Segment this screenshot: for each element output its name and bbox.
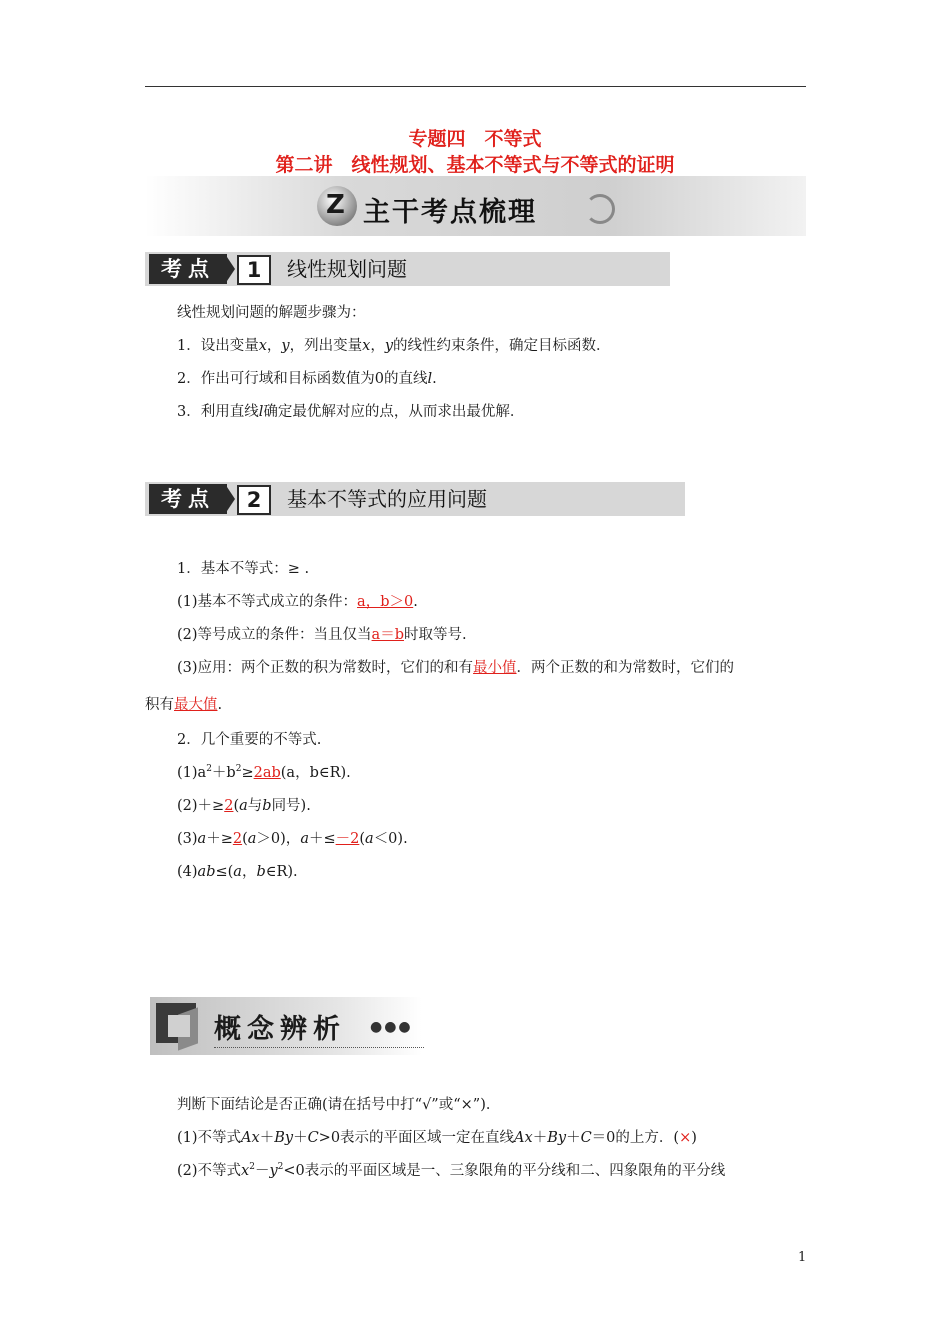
s2-basic-inequality: 1．基本不等式：≥ . [177, 561, 310, 577]
kaodian-number: 2 [237, 485, 271, 515]
section-banner [145, 172, 806, 240]
arrow-icon [227, 257, 235, 281]
s2-ineq-4: (4)ab≤(a，b∈R). [177, 864, 298, 880]
s2-condition: (1)基本不等式成立的条件：a，b＞0. [177, 594, 418, 610]
concept-underline [214, 1047, 424, 1050]
s1-intro: 线性规划问题的解题步骤为： [177, 305, 366, 321]
s2-ineq-3: (3)a＋≥2(a＞0)，a＋≤－2(a＜0). [177, 831, 408, 847]
page-number: 1 [798, 1250, 807, 1265]
swirl-icon [585, 194, 615, 224]
banner-title: 主干考点梳理 [363, 197, 537, 228]
concept-q1: (1)不等式Ax＋By＋C>0表示的平面区域一定在直线Ax＋By＋C＝0的上方．(×) [177, 1130, 697, 1146]
arrow-icon [227, 487, 235, 511]
kaodian-title: 基本不等式的应用问题 [287, 487, 487, 511]
s1-step3: 3．利用直线l确定最优解对应的点，从而求出最优解． [177, 404, 525, 420]
header-rule [145, 86, 806, 87]
banner-z-letter: Z [326, 190, 345, 220]
s2-important-heading: 2．几个重要的不等式. [177, 732, 322, 748]
kaodian-header-1 [145, 252, 670, 286]
kaodian-number: 1 [237, 255, 271, 285]
concept-intro: 判断下面结论是否正确(请在括号中打“√”或“×”)． [177, 1097, 501, 1113]
s2-ineq-1: $(1)a^2+b^2\ge 2ab(a$，b∈R). [177, 764, 351, 781]
topic-title: 专题四 不等式 [408, 128, 542, 150]
s2-equality: (2)等号成立的条件：当且仅当a＝b时取等号. [177, 627, 467, 643]
kaodian-header-2 [145, 482, 685, 516]
concept-banner [150, 997, 422, 1055]
concept-block-inner [168, 1015, 190, 1037]
banner-z-emblem [317, 186, 357, 226]
kaodian-title: 线性规划问题 [287, 257, 407, 281]
s1-step2: 2．作出可行域和目标函数值为0的直线l. [177, 371, 437, 387]
s2-application: (3)应用：两个正数的积为常数时，它们的和有最小值．两个正数的和为常数时，它们的 [177, 660, 735, 676]
s2-application-cont: 积有最大值. [145, 697, 223, 713]
lecture-title: 第二讲 线性规划、基本不等式与不等式的证明 [275, 154, 675, 176]
concept-q2: (2)不等式$x^2-y^2<0$表示的平面区域是一、三象限角的平分线和二、四象限角的平分线 [177, 1162, 726, 1179]
s2-ineq-2: (2)＋≥2(a与b同号). [177, 798, 311, 814]
s1-step1: 1．设出变量x，y，列出变量x，y的线性约束条件，确定目标函数． [177, 338, 611, 354]
dots-icon: ●●● [370, 1019, 413, 1035]
kaodian-label: 考点 [149, 484, 227, 514]
kaodian-label: 考点 [149, 254, 227, 284]
concept-title: 概念辨析 [214, 1014, 346, 1045]
wrong-mark: × [679, 1130, 692, 1146]
